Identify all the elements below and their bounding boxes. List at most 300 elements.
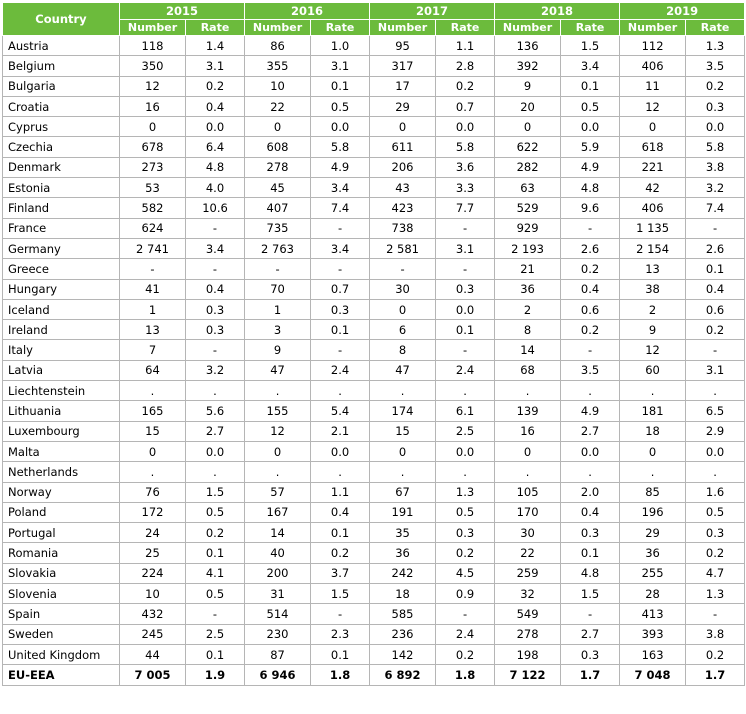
- number-cell: 76: [120, 482, 186, 502]
- rate-cell: 0.1: [436, 320, 495, 340]
- rate-cell: 0.3: [436, 523, 495, 543]
- year-header: 2015: [120, 3, 245, 20]
- number-cell: 64: [120, 360, 186, 380]
- number-column-header: Number: [370, 20, 436, 36]
- rate-column-header: Rate: [186, 20, 245, 36]
- rate-cell: 3.1: [186, 56, 245, 76]
- rate-cell: 1.1: [311, 482, 370, 502]
- rate-cell: 0.2: [686, 644, 745, 664]
- number-cell: 14: [495, 340, 561, 360]
- number-cell: 0: [620, 441, 686, 461]
- rate-cell: 0.2: [686, 320, 745, 340]
- country-cell: Netherlands: [3, 462, 120, 482]
- number-cell: .: [120, 381, 186, 401]
- table-row: [3, 96, 745, 116]
- number-cell: 8: [370, 340, 436, 360]
- rate-cell: 0.5: [186, 502, 245, 522]
- rate-cell: 4.9: [311, 157, 370, 177]
- rate-cell: 3.7: [311, 563, 370, 583]
- rate-cell: 0.5: [686, 502, 745, 522]
- rate-column-header: Rate: [436, 20, 495, 36]
- rate-cell: 0.1: [686, 259, 745, 279]
- number-cell: 174: [370, 401, 436, 421]
- number-cell: 514: [245, 604, 311, 624]
- rate-cell: 1.7: [561, 665, 620, 685]
- rate-cell: .: [436, 462, 495, 482]
- number-cell: 21: [495, 259, 561, 279]
- number-cell: 618: [620, 137, 686, 157]
- number-column-header: Number: [620, 20, 686, 36]
- rate-cell: 0.4: [561, 502, 620, 522]
- rate-cell: 0.1: [561, 76, 620, 96]
- table-row: [3, 299, 745, 319]
- number-cell: 1: [245, 299, 311, 319]
- number-cell: 57: [245, 482, 311, 502]
- number-cell: 255: [620, 563, 686, 583]
- rate-cell: 3.5: [561, 360, 620, 380]
- year-header: 2016: [245, 3, 370, 20]
- data-table: [2, 2, 745, 686]
- rate-cell: -: [686, 604, 745, 624]
- number-cell: 16: [120, 96, 186, 116]
- rate-cell: 3.4: [311, 178, 370, 198]
- number-cell: 3: [245, 320, 311, 340]
- table-row: [3, 198, 745, 218]
- rate-cell: 2.5: [436, 421, 495, 441]
- rate-cell: 0.2: [186, 523, 245, 543]
- rate-cell: 0.1: [311, 320, 370, 340]
- number-cell: 242: [370, 563, 436, 583]
- number-cell: 2 763: [245, 238, 311, 258]
- number-cell: 549: [495, 604, 561, 624]
- rate-cell: 3.3: [436, 178, 495, 198]
- country-cell: Iceland: [3, 299, 120, 319]
- number-cell: 20: [495, 96, 561, 116]
- country-cell: France: [3, 218, 120, 238]
- rate-cell: 7.7: [436, 198, 495, 218]
- country-cell: Spain: [3, 604, 120, 624]
- number-cell: 2 193: [495, 238, 561, 258]
- number-cell: .: [370, 381, 436, 401]
- number-cell: 929: [495, 218, 561, 238]
- number-cell: 529: [495, 198, 561, 218]
- number-cell: 170: [495, 502, 561, 522]
- table-row: [3, 604, 745, 624]
- table-header: [3, 3, 745, 36]
- country-cell: Denmark: [3, 157, 120, 177]
- number-cell: 0: [370, 299, 436, 319]
- rate-cell: 4.5: [436, 563, 495, 583]
- number-cell: 0: [370, 117, 436, 137]
- table-row: [3, 381, 745, 401]
- number-cell: 172: [120, 502, 186, 522]
- country-cell: Germany: [3, 238, 120, 258]
- rate-cell: 1.0: [311, 36, 370, 56]
- rate-cell: 0.0: [436, 299, 495, 319]
- rate-cell: -: [436, 259, 495, 279]
- rate-cell: 0.4: [186, 279, 245, 299]
- number-cell: 407: [245, 198, 311, 218]
- number-cell: 86: [245, 36, 311, 56]
- rate-cell: 0.4: [686, 279, 745, 299]
- number-cell: 735: [245, 218, 311, 238]
- number-cell: 423: [370, 198, 436, 218]
- number-cell: 355: [245, 56, 311, 76]
- rate-cell: 0.1: [311, 644, 370, 664]
- rate-cell: 0.0: [311, 441, 370, 461]
- number-cell: .: [370, 462, 436, 482]
- rate-cell: 2.4: [311, 360, 370, 380]
- table-row: [3, 259, 745, 279]
- number-cell: 2 154: [620, 238, 686, 258]
- rate-cell: -: [561, 218, 620, 238]
- rate-column-header: Rate: [686, 20, 745, 36]
- rate-cell: 2.3: [311, 624, 370, 644]
- rate-cell: .: [686, 381, 745, 401]
- table-row: [3, 584, 745, 604]
- number-cell: 40: [245, 543, 311, 563]
- rate-cell: 0.3: [686, 96, 745, 116]
- rate-cell: 0.0: [311, 117, 370, 137]
- number-cell: 13: [620, 259, 686, 279]
- rate-cell: -: [186, 604, 245, 624]
- number-cell: 278: [245, 157, 311, 177]
- number-cell: 15: [370, 421, 436, 441]
- number-cell: 738: [370, 218, 436, 238]
- rate-cell: 0.5: [436, 502, 495, 522]
- rate-cell: 2.5: [186, 624, 245, 644]
- number-cell: 41: [120, 279, 186, 299]
- rate-cell: 0.4: [311, 502, 370, 522]
- number-cell: 70: [245, 279, 311, 299]
- rate-cell: 2.7: [561, 624, 620, 644]
- number-cell: 11: [620, 76, 686, 96]
- rate-cell: -: [186, 218, 245, 238]
- rate-column-header: Rate: [311, 20, 370, 36]
- rate-cell: -: [436, 340, 495, 360]
- number-cell: 0: [495, 117, 561, 137]
- rate-cell: -: [686, 340, 745, 360]
- number-cell: 0: [245, 441, 311, 461]
- number-cell: 406: [620, 198, 686, 218]
- rate-cell: 0.4: [561, 279, 620, 299]
- rate-cell: 0.1: [311, 76, 370, 96]
- rate-cell: 0.2: [686, 76, 745, 96]
- number-cell: 60: [620, 360, 686, 380]
- rate-cell: .: [561, 462, 620, 482]
- number-cell: 236: [370, 624, 436, 644]
- number-cell: 273: [120, 157, 186, 177]
- number-cell: 95: [370, 36, 436, 56]
- rate-cell: 0.3: [186, 299, 245, 319]
- table-row: [3, 401, 745, 421]
- number-cell: 6 892: [370, 665, 436, 685]
- number-cell: 136: [495, 36, 561, 56]
- rate-cell: 5.8: [686, 137, 745, 157]
- rate-cell: 0.2: [436, 644, 495, 664]
- table-row: [3, 178, 745, 198]
- number-cell: .: [620, 381, 686, 401]
- number-cell: .: [245, 381, 311, 401]
- table-row: [3, 56, 745, 76]
- table-row: [3, 441, 745, 461]
- table-row: [3, 421, 745, 441]
- country-cell: Poland: [3, 502, 120, 522]
- number-cell: .: [495, 462, 561, 482]
- table-row: [3, 624, 745, 644]
- number-cell: 8: [495, 320, 561, 340]
- rate-cell: .: [186, 462, 245, 482]
- number-cell: 47: [245, 360, 311, 380]
- year-header: 2019: [620, 3, 745, 20]
- number-cell: 191: [370, 502, 436, 522]
- number-column-header: Number: [120, 20, 186, 36]
- rate-cell: 4.8: [186, 157, 245, 177]
- table-row: [3, 157, 745, 177]
- number-cell: 9: [245, 340, 311, 360]
- number-cell: 6: [370, 320, 436, 340]
- rate-cell: 0.7: [436, 96, 495, 116]
- rate-cell: 1.5: [311, 584, 370, 604]
- rate-cell: .: [186, 381, 245, 401]
- number-cell: -: [120, 259, 186, 279]
- number-cell: 2 741: [120, 238, 186, 258]
- number-cell: 317: [370, 56, 436, 76]
- number-cell: 259: [495, 563, 561, 583]
- number-cell: 43: [370, 178, 436, 198]
- number-cell: 42: [620, 178, 686, 198]
- rate-cell: 4.7: [686, 563, 745, 583]
- number-cell: 611: [370, 137, 436, 157]
- number-cell: .: [245, 462, 311, 482]
- country-cell: Luxembourg: [3, 421, 120, 441]
- rate-cell: 0.0: [561, 117, 620, 137]
- country-cell: Romania: [3, 543, 120, 563]
- country-cell: Latvia: [3, 360, 120, 380]
- table-row: [3, 137, 745, 157]
- number-cell: 282: [495, 157, 561, 177]
- rate-cell: -: [436, 218, 495, 238]
- rate-cell: 0.9: [436, 584, 495, 604]
- number-cell: 6 946: [245, 665, 311, 685]
- rate-cell: 3.2: [186, 360, 245, 380]
- number-cell: 221: [620, 157, 686, 177]
- rate-cell: 0.0: [686, 117, 745, 137]
- rate-cell: 0.3: [561, 523, 620, 543]
- table-row: [3, 644, 745, 664]
- rate-cell: 1.7: [686, 665, 745, 685]
- rate-cell: 0.5: [561, 96, 620, 116]
- number-cell: 22: [495, 543, 561, 563]
- rate-cell: 0.2: [436, 543, 495, 563]
- rate-cell: 0.5: [311, 96, 370, 116]
- rate-cell: 6.5: [686, 401, 745, 421]
- rate-cell: .: [686, 462, 745, 482]
- table-row: [3, 117, 745, 137]
- number-cell: 245: [120, 624, 186, 644]
- number-cell: 85: [620, 482, 686, 502]
- number-cell: 142: [370, 644, 436, 664]
- number-column-header: Number: [495, 20, 561, 36]
- country-cell: Lithuania: [3, 401, 120, 421]
- number-cell: 87: [245, 644, 311, 664]
- number-cell: 0: [120, 117, 186, 137]
- country-cell: Czechia: [3, 137, 120, 157]
- table-row: [3, 218, 745, 238]
- rate-cell: 3.5: [686, 56, 745, 76]
- number-cell: 13: [120, 320, 186, 340]
- rate-cell: 7.4: [686, 198, 745, 218]
- number-cell: 118: [120, 36, 186, 56]
- number-cell: 206: [370, 157, 436, 177]
- rate-cell: 1.4: [186, 36, 245, 56]
- number-cell: 224: [120, 563, 186, 583]
- rate-cell: 5.8: [436, 137, 495, 157]
- table-row: [3, 563, 745, 583]
- number-cell: 155: [245, 401, 311, 421]
- rate-cell: -: [561, 604, 620, 624]
- year-header: 2018: [495, 3, 620, 20]
- rate-cell: 2.1: [311, 421, 370, 441]
- table-row: [3, 76, 745, 96]
- country-cell: EU-EEA: [3, 665, 120, 685]
- number-cell: 17: [370, 76, 436, 96]
- number-cell: 0: [120, 441, 186, 461]
- rate-cell: 3.4: [311, 238, 370, 258]
- number-cell: 181: [620, 401, 686, 421]
- rate-cell: 1.5: [186, 482, 245, 502]
- rate-cell: 1.8: [311, 665, 370, 685]
- rate-cell: 2.0: [561, 482, 620, 502]
- number-cell: 68: [495, 360, 561, 380]
- country-cell: Italy: [3, 340, 120, 360]
- rate-cell: 2.6: [561, 238, 620, 258]
- rate-cell: 2.4: [436, 624, 495, 644]
- country-cell: Slovenia: [3, 584, 120, 604]
- rate-cell: 3.4: [561, 56, 620, 76]
- number-cell: 350: [120, 56, 186, 76]
- rate-cell: 1.3: [436, 482, 495, 502]
- number-cell: 45: [245, 178, 311, 198]
- number-cell: 29: [370, 96, 436, 116]
- rate-cell: 3.6: [436, 157, 495, 177]
- number-cell: 30: [495, 523, 561, 543]
- number-cell: 1: [120, 299, 186, 319]
- rate-cell: 5.9: [561, 137, 620, 157]
- rate-cell: 3.1: [311, 56, 370, 76]
- rate-cell: 7.4: [311, 198, 370, 218]
- rate-cell: 0.2: [561, 259, 620, 279]
- country-cell: Slovakia: [3, 563, 120, 583]
- rate-cell: 0.0: [561, 441, 620, 461]
- country-cell: Austria: [3, 36, 120, 56]
- number-cell: 24: [120, 523, 186, 543]
- number-cell: 63: [495, 178, 561, 198]
- number-cell: 18: [620, 421, 686, 441]
- rate-cell: -: [436, 604, 495, 624]
- rate-cell: 0.2: [561, 320, 620, 340]
- rate-cell: 2.8: [436, 56, 495, 76]
- rate-cell: -: [311, 340, 370, 360]
- table-row: [3, 502, 745, 522]
- number-cell: 9: [495, 76, 561, 96]
- table-row: [3, 279, 745, 299]
- rate-cell: .: [436, 381, 495, 401]
- rate-cell: .: [311, 462, 370, 482]
- rate-cell: 3.8: [686, 624, 745, 644]
- country-cell: Liechtenstein: [3, 381, 120, 401]
- rate-cell: 3.2: [686, 178, 745, 198]
- number-cell: 7 005: [120, 665, 186, 685]
- rate-cell: 0.3: [686, 523, 745, 543]
- number-cell: 112: [620, 36, 686, 56]
- number-cell: 12: [620, 340, 686, 360]
- year-header: 2017: [370, 3, 495, 20]
- table-row: [3, 340, 745, 360]
- rate-cell: 5.6: [186, 401, 245, 421]
- number-cell: 31: [245, 584, 311, 604]
- rate-cell: 0.2: [311, 543, 370, 563]
- number-column-header: Number: [245, 20, 311, 36]
- rate-cell: 1.1: [436, 36, 495, 56]
- rate-cell: 2.7: [561, 421, 620, 441]
- country-cell: Sweden: [3, 624, 120, 644]
- number-cell: 393: [620, 624, 686, 644]
- rate-cell: 0.3: [436, 279, 495, 299]
- number-cell: 38: [620, 279, 686, 299]
- number-cell: 278: [495, 624, 561, 644]
- rate-cell: 6.4: [186, 137, 245, 157]
- number-cell: 7 048: [620, 665, 686, 685]
- number-cell: 9: [620, 320, 686, 340]
- rate-cell: -: [686, 218, 745, 238]
- number-cell: 22: [245, 96, 311, 116]
- rate-column-header: Rate: [561, 20, 620, 36]
- number-cell: 0: [620, 117, 686, 137]
- number-cell: 7 122: [495, 665, 561, 685]
- number-cell: 12: [620, 96, 686, 116]
- rate-cell: 0.3: [311, 299, 370, 319]
- rate-cell: 0.0: [686, 441, 745, 461]
- rate-cell: 4.9: [561, 401, 620, 421]
- number-cell: 165: [120, 401, 186, 421]
- rate-cell: 0.6: [561, 299, 620, 319]
- rate-cell: 0.2: [436, 76, 495, 96]
- rate-cell: 3.1: [686, 360, 745, 380]
- country-cell: Greece: [3, 259, 120, 279]
- rate-cell: 0.3: [186, 320, 245, 340]
- number-cell: .: [495, 381, 561, 401]
- rate-cell: 5.4: [311, 401, 370, 421]
- table-row: [3, 360, 745, 380]
- rate-cell: 4.8: [561, 178, 620, 198]
- rate-cell: 0.6: [686, 299, 745, 319]
- number-cell: 25: [120, 543, 186, 563]
- number-cell: 47: [370, 360, 436, 380]
- rate-cell: 5.8: [311, 137, 370, 157]
- table-row: [3, 543, 745, 563]
- rate-cell: 0.1: [186, 543, 245, 563]
- rate-cell: 0.0: [186, 117, 245, 137]
- rate-cell: 6.1: [436, 401, 495, 421]
- number-cell: 35: [370, 523, 436, 543]
- rate-cell: 1.3: [686, 36, 745, 56]
- number-cell: 32: [495, 584, 561, 604]
- rate-cell: 4.9: [561, 157, 620, 177]
- number-cell: 44: [120, 644, 186, 664]
- rate-cell: 2.7: [186, 421, 245, 441]
- number-cell: 608: [245, 137, 311, 157]
